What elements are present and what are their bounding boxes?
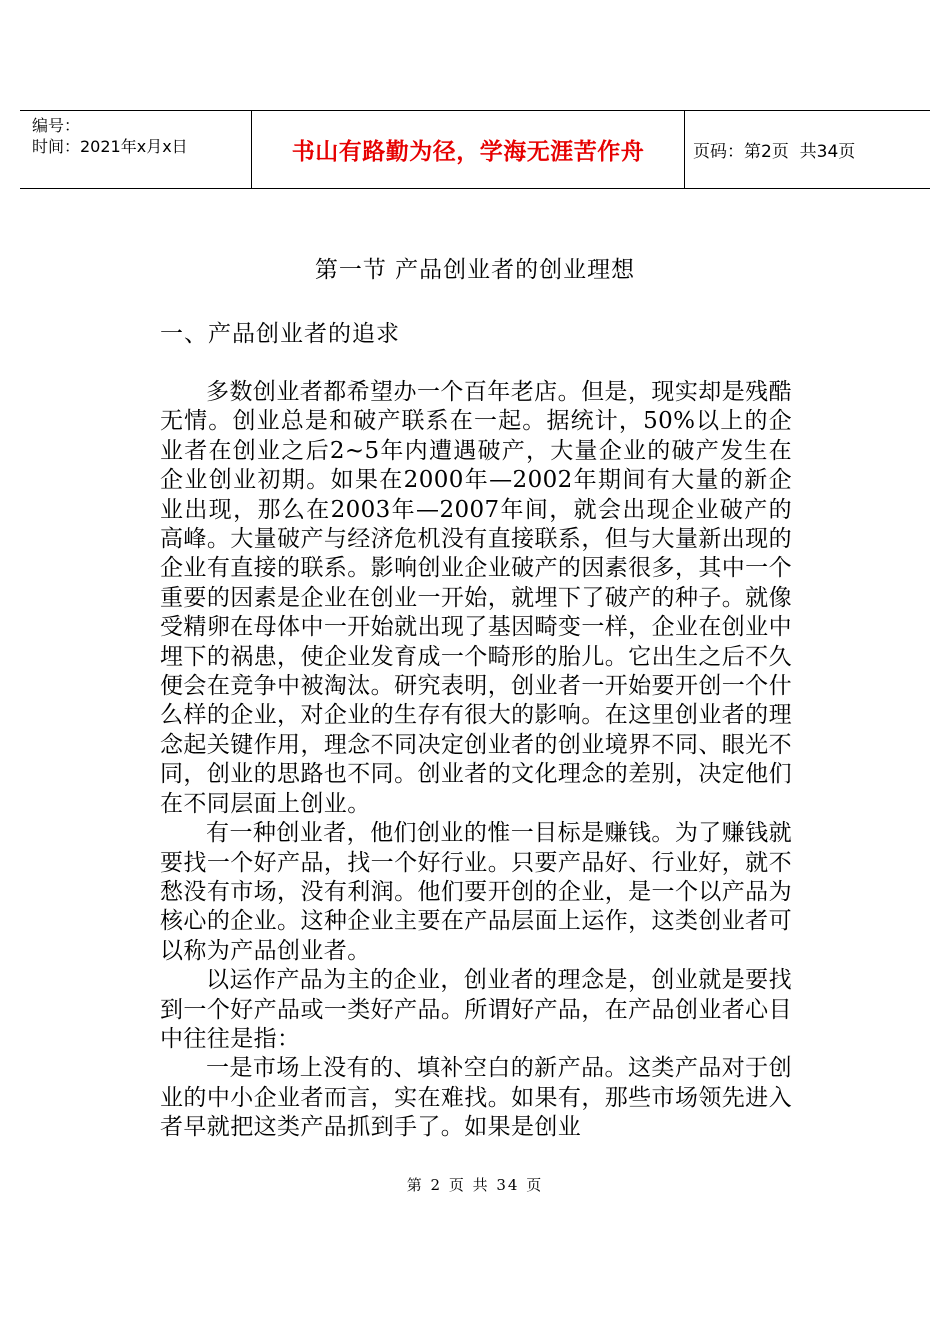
body-text <box>160 378 792 1143</box>
time-label: 时间：2021年x月x日 <box>32 137 188 156</box>
section-title: 第一节 产品创业者的创业理想 <box>314 257 636 283</box>
paragraph: 一是市场上没有的、填补空白的新产品。这类产品对于创业的中小企业者而言，实在难找。如果有，那些市场领先进入者早就把这类产品抓到手了。如果是创业 <box>160 1055 792 1141</box>
paragraph: 有一种创业者，他们创业的惟一目标是赚钱。为了赚钱就要找一个好产品，找一个好行业。只要产品好、行业好，就不愁没有市场，没有利润。他们要开创的企业，是一个以产品为核心的企业。这种企业主要在产品层面上运作，这类创业者可以称为产品创业者。 <box>160 820 792 964</box>
page-info: 页码：第2页 共34页 <box>693 142 856 162</box>
subsection-heading: 一、产品创业者的追求 <box>160 321 400 347</box>
page-header <box>20 110 930 189</box>
paragraph: 多数创业者都希望办一个百年老店。但是，现实却是残酷无情。创业总是和破产联系在一起。据统计，50%以上的企业者在创业之后2~5年内遭遇破产，大量企业的破产发生在企业创业初期。如果在2000年—2002年期间有大量的新企业出现，那么在2003年—2007年间，就会出现企业破产的高峰。大量破产与经济危机没有直接联系，但与大量新出现的企业有直接的联系。影响创业企业破产的因素很多，其中一个重要的因素是企业在创业一开始，就埋下了破产的种子。就像受精卵在母体中一开始就出现了基因畸变一样，企业在创业中埋下的祸患，使企业发育成一个畸形的胎儿。它出生之后不久便会在竞争中被淘汰。研究表明，创业者一开始要开创一个什么样的企业，对企业的生存有很大的影响。在这里创业者的理念起关键作用，理念不同决定创业者的创业境界不同、眼光不同，创业的思路也不同。创业者的文化理念的差别，决定他们在不同层面上创业。 <box>160 379 792 817</box>
serial-number-label: 编号： <box>32 116 81 135</box>
page-footer: 第 2 页 共 34 页 <box>406 1176 544 1194</box>
header-page-info-cell <box>683 111 930 188</box>
motto-text: 书山有路勤为径，学海无涯苦作舟 <box>291 139 645 165</box>
paragraph: 以运作产品为主的企业，创业者的理念是，创业就是要找到一个好产品或一类好产品。所谓好产品，在产品创业者心目中往往是指： <box>160 967 792 1052</box>
header-motto-cell <box>251 111 685 188</box>
header-meta <box>20 111 251 188</box>
